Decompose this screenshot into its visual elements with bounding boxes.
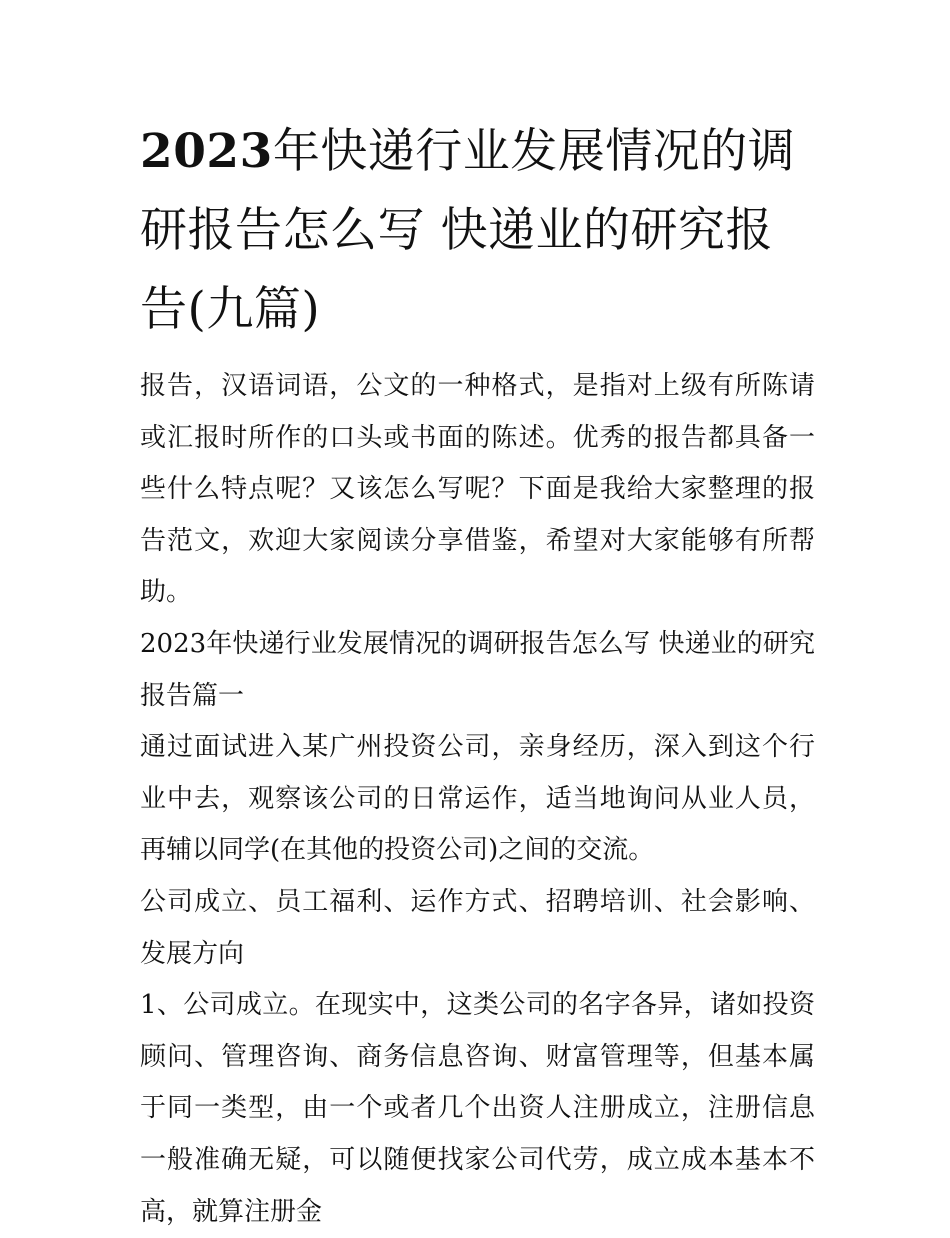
topics-paragraph: 公司成立、员工福利、运作方式、招聘培训、社会影响、发展方向 <box>140 886 815 969</box>
body-paragraph: 通过面试进入某广州投资公司，亲身经历，深入到这个行业中去，观察该公司的日常运作，适当地询问从业人员，再辅以同学(在其他的投资公司)之间的交流。 <box>140 732 815 866</box>
document-title <box>140 112 815 349</box>
document-content <box>140 112 815 1238</box>
document-body <box>140 361 815 1238</box>
title-year: 2023 <box>140 124 273 179</box>
body-paragraph: 1、公司成立。在现实中，这类公司的名字各异，诸如投资顾问、管理咨询、商务信息咨询、财富管理等，但基本属于同一类型，由一个或者几个出资人注册成立，注册信息一般准确无疑，可以随便找家公司代劳，成立成本基本不高，就算注册金 <box>140 990 815 1227</box>
section-heading: 2023年快递行业发展情况的调研报告怎么写 快递业的研究报告篇一 <box>140 628 815 711</box>
intro-paragraph: 报告，汉语词语，公文的一种格式，是指对上级有所陈请或汇报时所作的口头或书面的陈述。优秀的报告都具备一些什么特点呢？又该怎么写呢？下面是我给大家整理的报告范文，欢迎大家阅读分享借鉴，希望对大家能够有所帮助。 <box>140 371 815 608</box>
title-text: 年快递行业发展情况的调研报告怎么写 快递业的研究报告(九篇) <box>140 124 796 337</box>
